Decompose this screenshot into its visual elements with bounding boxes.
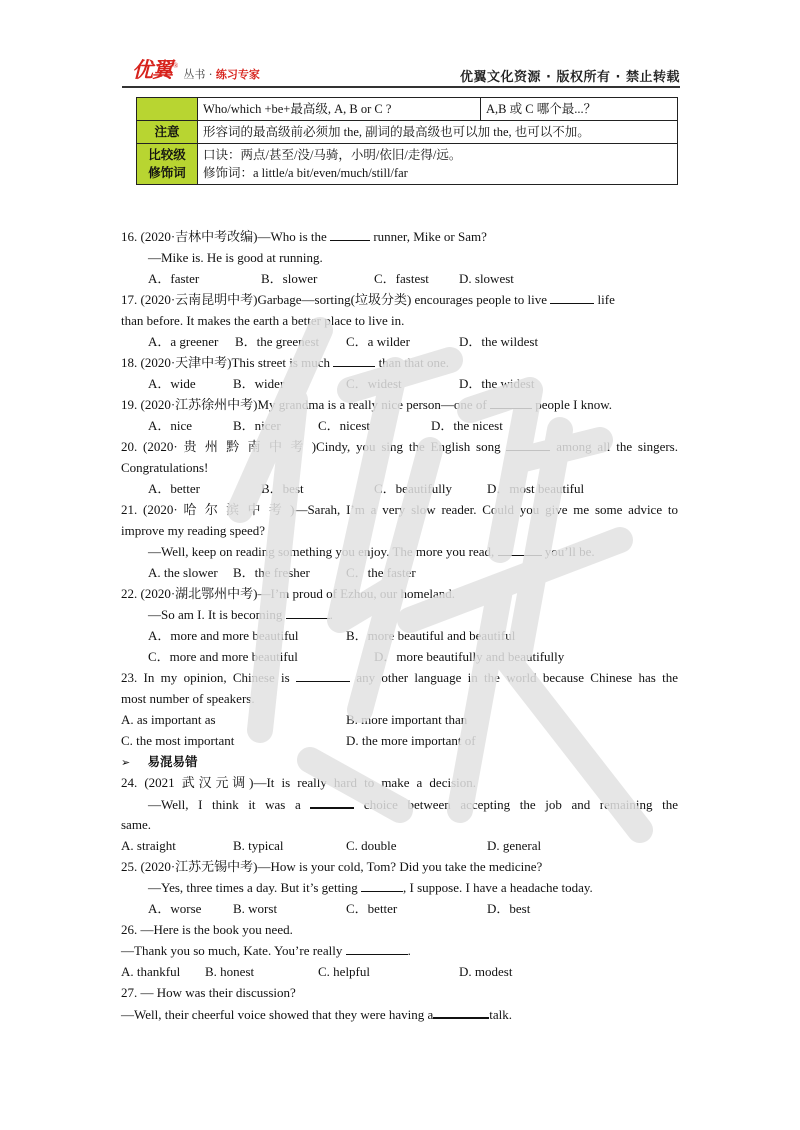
question-26-response — [121, 940, 678, 961]
table-key-line: 比较级 — [148, 147, 186, 162]
question-23-options-row2 — [121, 730, 678, 751]
answer-blank — [310, 793, 354, 809]
stem-text: —Well, I think it was a — [148, 797, 311, 812]
section-header — [121, 751, 678, 772]
option-b: B．nicer — [233, 418, 281, 433]
option-c: C. the most important — [121, 733, 235, 748]
question-17-stem-cont: than before. It makes the earth a better place to live in. — [121, 313, 405, 328]
question-21-response — [121, 541, 678, 562]
option-a: A．better — [148, 481, 200, 496]
logo-sub-a: 丛书 · — [183, 68, 216, 81]
question-27-response — [121, 1003, 678, 1024]
stem-text: , I suppose. I have a headache today. — [403, 880, 593, 895]
table-key-cell: 注意 — [137, 121, 198, 144]
stem-text: 20. (2020· 贵 州 黔 南 中 考 )Cindy, you sing the English song — [121, 439, 507, 454]
question-22-stem: 22. (2020·湖北鄂州中考)—I’m proud of Ezhou, our homeland. — [121, 586, 455, 601]
stem-text: than that one. — [375, 355, 449, 370]
logo-registered-mark: ® — [173, 62, 179, 70]
stem-text: 19. (2020·江苏徐州中考)My grandma is a really nice person—one of — [121, 397, 490, 412]
question-25-stem: 25. (2020·江苏无锡中考)—How is your cold, Tom? Did you take the medicine? — [121, 859, 543, 874]
question-21-stem: 21. (2020· 哈 尔 滨 中 考 )—Sarah, I’m a very slow reader. Could you give me some advice to — [121, 502, 678, 517]
question-24-response — [121, 793, 678, 814]
answer-blank — [506, 436, 550, 451]
question-22-response — [121, 604, 678, 625]
option-a: A．worse — [148, 901, 202, 916]
answer-blank — [490, 394, 532, 409]
grammar-notes-table — [136, 97, 678, 185]
question-27-stem: 27. — How was their discussion? — [121, 985, 296, 1000]
option-c: C．widest — [346, 376, 402, 391]
option-a: A．a greener — [148, 334, 219, 349]
question-16-options — [121, 268, 678, 289]
stem-text: any other language in the world because Chinese has the — [350, 670, 678, 685]
option-c: C．the faster — [346, 565, 416, 580]
stem-text: 17. (2020·云南昆明中考)Garbage—sorting(垃圾分类) encourages people to live — [121, 292, 551, 307]
option-a: A．wide — [148, 376, 196, 391]
stem-text: —Yes, three times a day. But it’s getting — [148, 880, 362, 895]
logo-main-text: 优翼 — [132, 58, 172, 82]
question-19-stem — [121, 394, 678, 415]
question-20-stem-cont: Congratulations! — [121, 460, 209, 475]
stem-text: talk. — [489, 1007, 513, 1022]
option-b: B．more beautiful and beautiful — [346, 628, 516, 643]
option-c: C．nicest — [318, 418, 370, 433]
stem-text: life — [594, 292, 615, 307]
option-b: B．best — [261, 481, 304, 496]
stem-text: runner, Mike or Sam? — [370, 229, 487, 244]
option-a: A. the slower — [148, 565, 218, 580]
answer-blank — [330, 226, 370, 241]
question-23-options-row1 — [121, 709, 678, 730]
table-cell: 形容词的最高级前必须加 the, 副词的最高级也可以加 the, 也可以不加。 — [198, 121, 678, 144]
arrow-bullet-icon: ➢ — [121, 756, 131, 769]
question-17-options — [121, 331, 678, 352]
table-cell — [198, 144, 678, 185]
option-c: C．beautifully — [374, 481, 452, 496]
option-c: C. helpful — [318, 964, 370, 979]
stem-text: choice between accepting the job and remaining the — [354, 797, 678, 812]
option-a: A．nice — [148, 418, 193, 433]
option-c: C．a wilder — [346, 334, 410, 349]
answer-blank — [361, 877, 403, 892]
option-b: B. more important than — [346, 712, 468, 727]
option-d: D. the more important of — [346, 733, 476, 748]
option-b: B．the greenest — [235, 334, 320, 349]
table-row — [137, 144, 678, 185]
stem-text: people I know. — [531, 397, 613, 412]
stem-text: —Well, their cheerful voice showed that they were having a — [121, 1007, 434, 1022]
copyright-notice: 优翼文化资源 · 版权所有 · 禁止转载 — [460, 70, 680, 85]
option-c: C．better — [346, 901, 398, 916]
option-b: B. typical — [233, 838, 284, 853]
question-20-stem — [121, 436, 678, 457]
question-26-options — [121, 961, 678, 982]
answer-blank — [286, 604, 330, 619]
table-key-cell-empty — [137, 98, 198, 121]
table-row — [137, 98, 678, 121]
question-22-options-row1 — [121, 625, 678, 646]
question-25-response — [121, 877, 678, 898]
table-cell: Who/which +be+最高级, A, B or C ? — [198, 98, 481, 121]
stem-text: —Thank you so much, Kate. You’re really — [121, 943, 346, 958]
stem-text: . — [329, 607, 333, 622]
option-d: D．the wildest — [459, 334, 539, 349]
answer-blank — [550, 289, 594, 304]
table-cell: A,B 或 C 哪个最...？ — [481, 98, 678, 121]
question-24-stem: 24. (2021 武汉元调)—It is really hard to make a decision. — [121, 775, 476, 790]
option-d: D. general — [487, 838, 542, 853]
option-d: D．the nicest — [431, 418, 503, 433]
section-title: 易混易错 — [147, 754, 198, 769]
option-c: C. double — [346, 838, 397, 853]
option-a: A. straight — [121, 838, 176, 853]
stem-text: 18. (2020·天津中考)This street is much — [121, 355, 334, 370]
question-18-options — [121, 373, 678, 394]
header-divider — [122, 86, 680, 88]
logo-sub-b: 练习专家 — [215, 68, 260, 81]
answer-blank — [433, 1003, 489, 1019]
question-24-options — [121, 835, 678, 856]
table-key-cell — [137, 144, 198, 185]
brand-logo — [132, 58, 260, 84]
option-b: B. honest — [205, 964, 255, 979]
option-b: B. worst — [233, 901, 278, 916]
stem-text: . — [407, 943, 411, 958]
modifier-line: 修饰词：a little/a bit/even/much/still/far — [203, 166, 408, 180]
question-list — [121, 226, 678, 1024]
answer-blank — [333, 352, 375, 367]
option-b: B．the fresher — [233, 565, 310, 580]
table-row — [137, 121, 678, 144]
question-22-options-row2 — [121, 646, 678, 667]
option-c: C．more and more beautiful — [148, 649, 298, 664]
option-d: D. modest — [459, 964, 513, 979]
option-b: B．slower — [261, 271, 318, 286]
question-26-stem: 26. —Here is the book you need. — [121, 922, 293, 937]
table-key-line: 修饰词 — [148, 165, 186, 180]
stem-text: among all the singers. — [550, 439, 678, 454]
option-d: D．best — [487, 901, 531, 916]
question-16-stem — [121, 226, 678, 247]
question-19-options — [121, 415, 678, 436]
option-d: D．more beautifully and beautifully — [374, 649, 565, 664]
stem-text: 23. In my opinion, Chinese is — [121, 670, 297, 685]
logo-subtitle — [183, 66, 260, 82]
option-d: D．the widest — [459, 376, 535, 391]
answer-blank — [498, 541, 542, 556]
option-d: D．most beautiful — [487, 481, 585, 496]
stem-text: —Well, keep on reading something you enjoy. The more you read, — [148, 544, 498, 559]
option-d: D. slowest — [459, 271, 514, 286]
question-20-options — [121, 478, 678, 499]
answer-blank — [296, 667, 350, 682]
question-23-stem — [121, 667, 678, 688]
stem-text: you’ll be. — [541, 544, 595, 559]
question-25-options — [121, 898, 678, 919]
question-24-stem-cont: same. — [121, 817, 151, 832]
option-a: A．more and more beautiful — [148, 628, 299, 643]
option-a: A. as important as — [121, 712, 216, 727]
question-16-response: —Mike is. He is good at running. — [148, 250, 323, 265]
stem-text: —So am I. It is becoming — [148, 607, 286, 622]
question-17-stem — [121, 289, 678, 310]
mnemonic-line: 口诀：两点/甚至/没/马骑，小明/依旧/走得/远。 — [203, 148, 462, 162]
stem-text: 16. (2020·吉林中考改编)—Who is the — [121, 229, 331, 244]
option-a: A．faster — [148, 271, 200, 286]
option-b: B．wider — [233, 376, 285, 391]
option-a: A. thankful — [121, 964, 181, 979]
question-21-stem-cont: improve my reading speed? — [121, 523, 266, 538]
question-18-stem — [121, 352, 678, 373]
option-c: C．fastest — [374, 271, 429, 286]
question-23-stem-cont: most number of speakers. — [121, 691, 255, 706]
answer-blank — [346, 940, 408, 955]
question-21-options — [121, 562, 678, 583]
